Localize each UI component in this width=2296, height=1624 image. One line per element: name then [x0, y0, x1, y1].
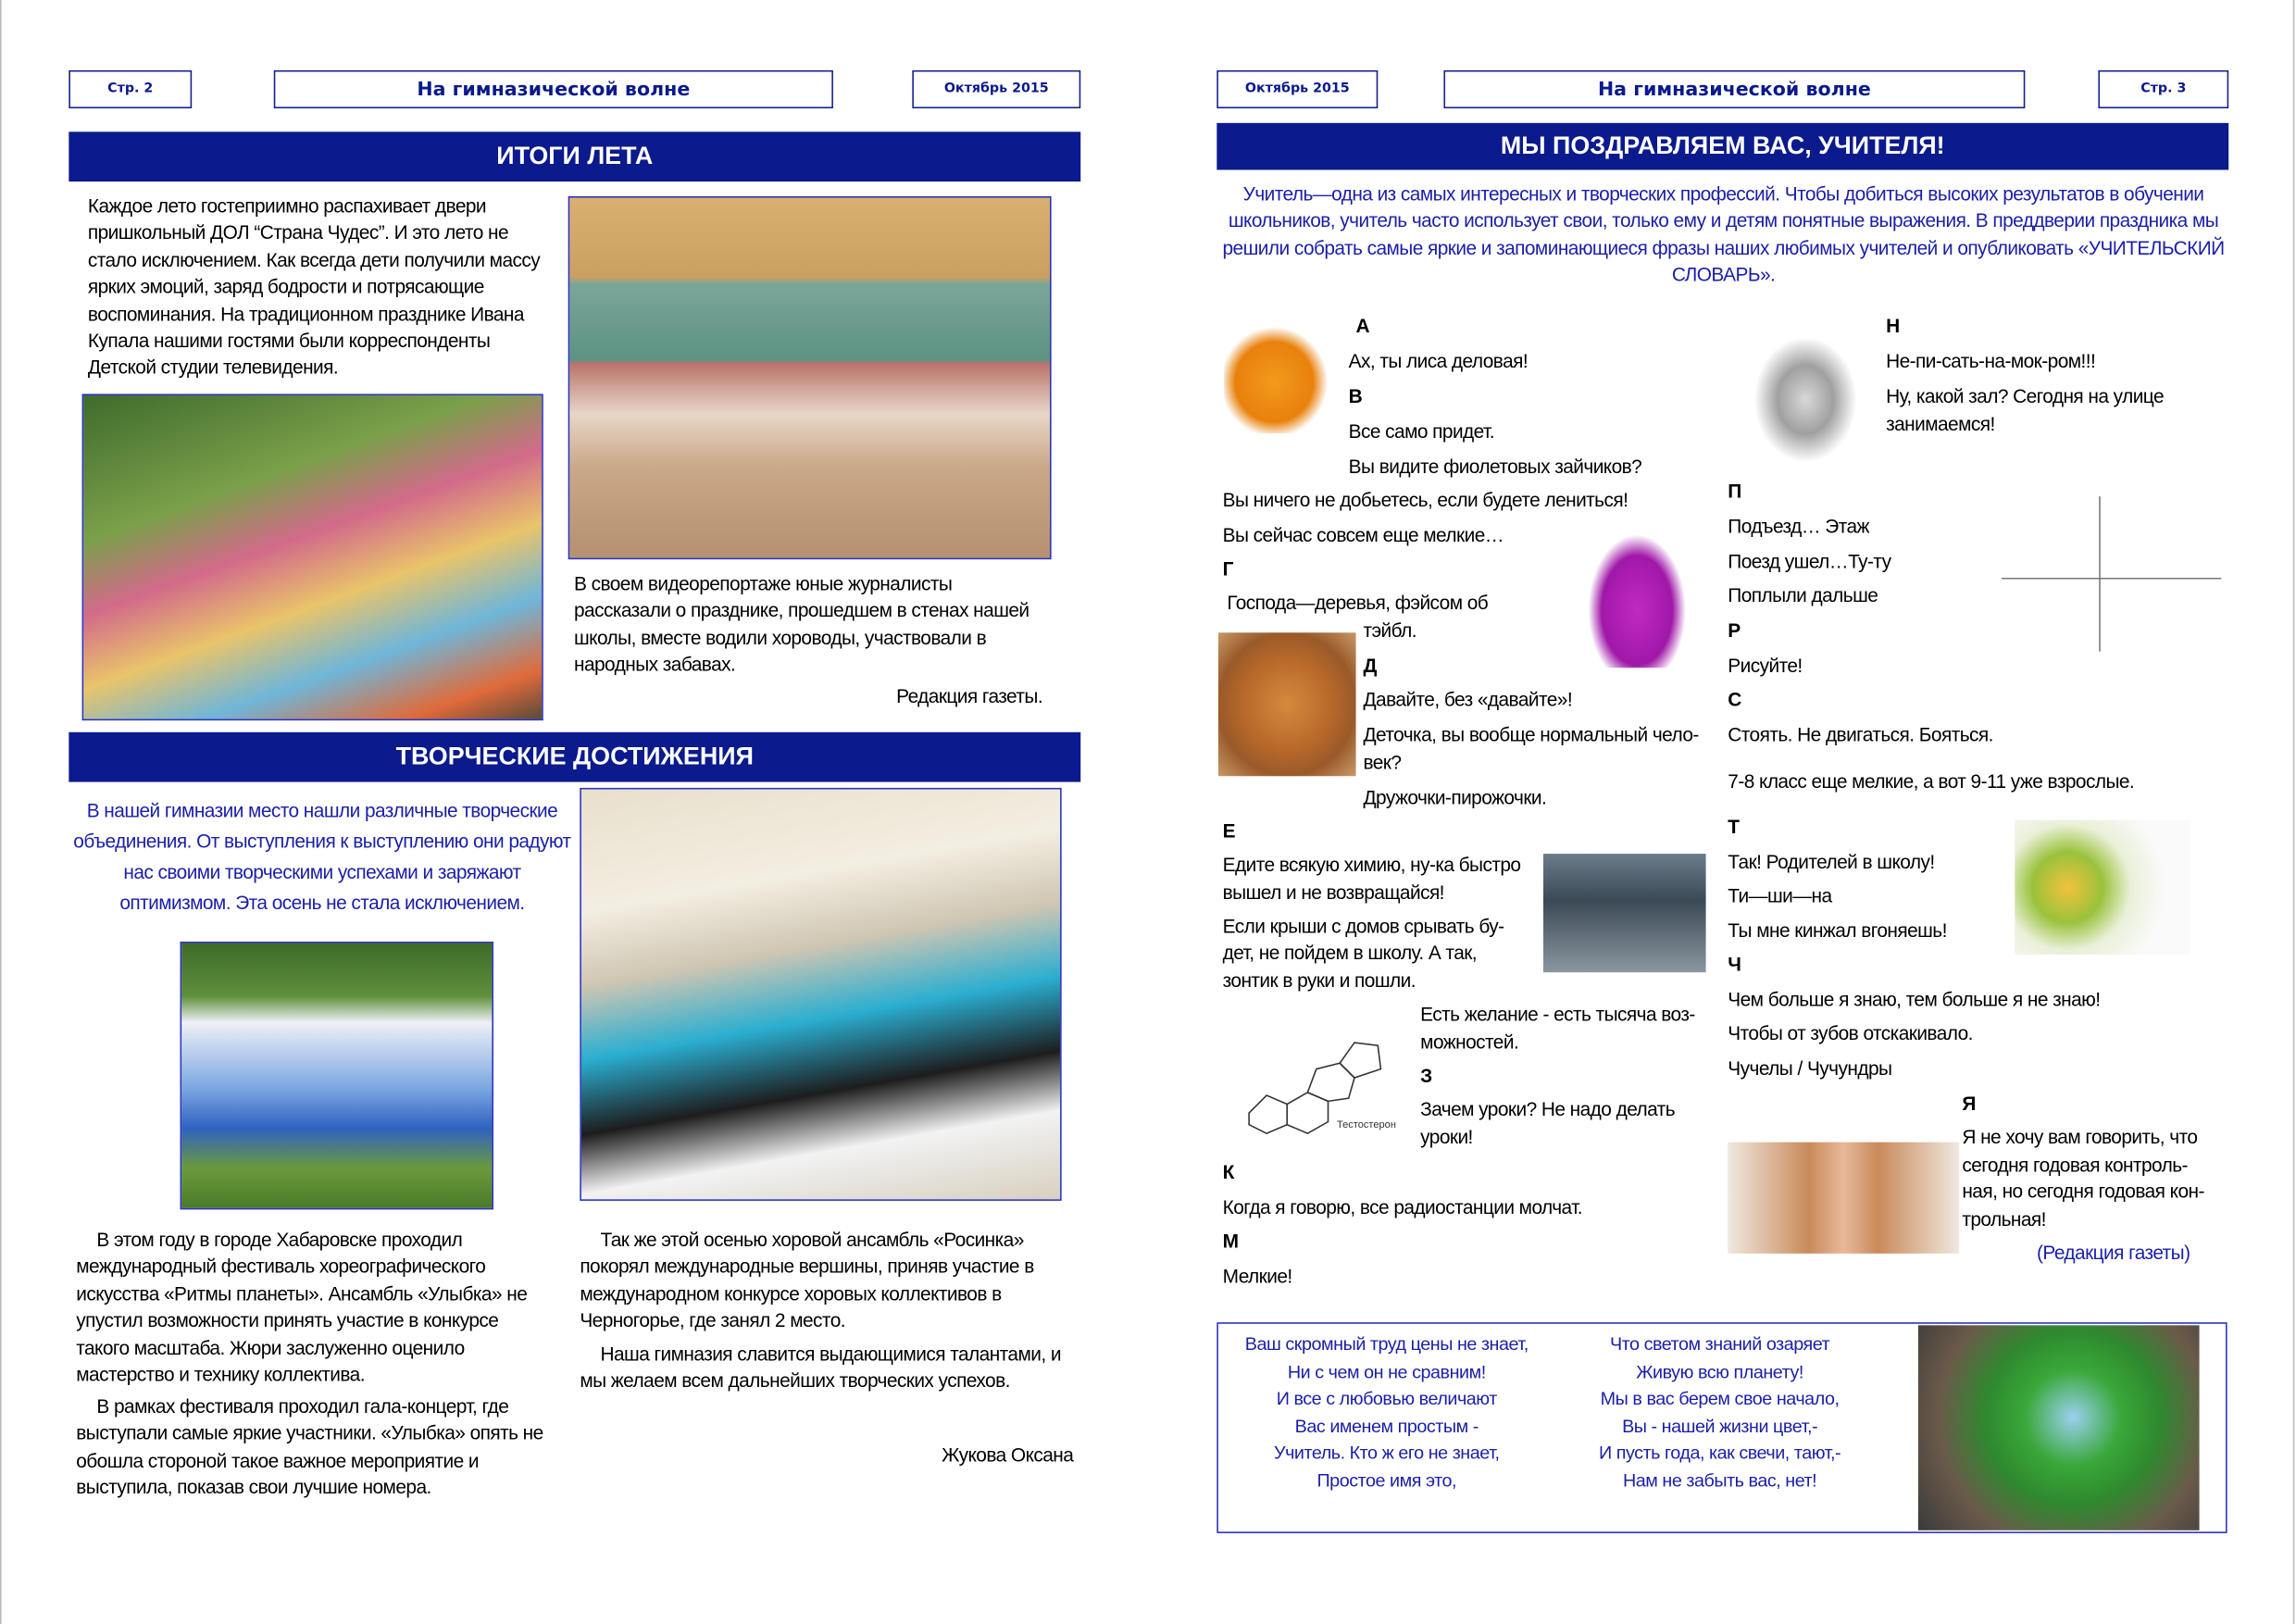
- dictionary-phrase: Ах, ты лиса деловая!: [1348, 350, 1529, 372]
- dictionary-phrase: Ну, какой зал? Сегодня на улице: [1886, 384, 2165, 407]
- bunny-illustration: [1581, 524, 1692, 668]
- page-edge: [0, 0, 2, 1624]
- article-signature: (Редакция газеты): [2037, 1242, 2190, 1264]
- dictionary-phrase: Если крыши с домов срывать бу-: [1222, 915, 1504, 938]
- dictionary-phrase: ная, но сегодня годовая кон-: [1962, 1180, 2204, 1203]
- dictionary-letter: Р: [1728, 619, 1741, 642]
- dictionary-letter: П: [1728, 480, 1741, 503]
- dictionary-letter: Г: [1222, 557, 1233, 581]
- chem-ring: [1307, 1063, 1354, 1101]
- section-title: МЫ ПОЗДРАВЛЯЕМ ВАС, УЧИТЕЛЯ!: [1217, 123, 2228, 170]
- dictionary-phrase: Не-пи-сать-на-мок-ром!!!: [1886, 350, 2096, 372]
- dictionary-phrase: Едите всякую химию, ну-ка быстро: [1222, 854, 1521, 876]
- dictionary-phrase: Зачем уроки? Не надо делать: [1420, 1098, 1676, 1120]
- article-text: В своем видеорепортаже юные журналисты рассказали о празднике, прошедшем в стенах нашей школы, вместе водили хороводы, участвовали в народных забавах.: [573, 572, 1029, 676]
- dictionary-phrase: зонтик в руки и пошли.: [1222, 969, 1416, 992]
- dictionary-letter: В: [1348, 384, 1363, 407]
- dictionary-phrase: Я не хочу вам говорить, что: [1962, 1126, 2198, 1148]
- painting-flowers-image: [2015, 820, 2190, 956]
- girl-with-books-photo: [1728, 1143, 1959, 1254]
- dictionary-letter: Т: [1728, 815, 1740, 838]
- poem-line: Вас именем простым -: [1294, 1415, 1479, 1436]
- poem-line: Ваш скромный труд цены не знает,: [1244, 1333, 1529, 1355]
- poem-line: Нам не забыть вас, нет!: [1622, 1469, 1817, 1491]
- dictionary-phrase: Рисуйте!: [1728, 654, 1803, 677]
- dictionary-letter: Я: [1962, 1092, 1976, 1115]
- dictionary-phrase: Дружочки-пирожочки.: [1363, 786, 1547, 809]
- dictionary-phrase: Деточка, вы вообще нормальный чело-: [1363, 723, 1699, 746]
- dictionary-phrase: Так! Родителей в школу!: [1728, 850, 1935, 873]
- dictionary-phrase: сегодня годовая контроль-: [1962, 1154, 2188, 1177]
- dictionary-letter: М: [1222, 1230, 1239, 1253]
- newspaper-title: На гимназической волне: [274, 70, 833, 108]
- poem-line: Учитель. Кто ж его не знает,: [1274, 1442, 1500, 1464]
- dictionary-phrase: тэйбл.: [1363, 619, 1416, 642]
- dictionary-letter: Е: [1222, 819, 1236, 843]
- creature-drawing: [1740, 319, 1871, 466]
- poem-line: Мы в вас берем свое начало,: [1600, 1388, 1840, 1409]
- dictionary-phrase: Вы ничего не добьетесь, если будете лениться!: [1222, 489, 1628, 511]
- poem-line: И пусть года, как свечи, тают,-: [1598, 1442, 1841, 1464]
- choir-ensemble-photo: [580, 788, 1061, 1201]
- poem-column-right: [1563, 1331, 1878, 1494]
- dictionary-phrase: Чтобы от зубов отскакивало.: [1728, 1021, 1973, 1044]
- article-text: Каждое лето гостеприимно распахивает двери пришкольный ДОЛ “Страна Чудес”. И это лето не стало исключением. Как всегда дети получили массу ярких эмоций, заряд бодрости и потрясающие воспоминания. На традиционном празднике Ивана Купала нашими гостями были корреспонденты Детской студии телевидения.: [87, 194, 541, 379]
- dictionary-phrase: Ти—ши—на: [1728, 884, 1832, 907]
- dictionary-phrase: 7-8 класс еще мелкие, а вот 9-11 уже взрослые.: [1728, 769, 2135, 793]
- page-edge: [2293, 0, 2295, 1624]
- article-text: Наша гимназия славится выдающимися талантами, и мы желаем всем дальнейших творческих успехов.: [580, 1343, 1061, 1393]
- issue-date: Октябрь 2015: [1217, 70, 1378, 108]
- dictionary-letter: З: [1420, 1064, 1432, 1087]
- article-signature: Редакция газеты.: [896, 685, 1043, 707]
- dictionary-phrase: дет, не пойдем в школу. А так,: [1222, 941, 1478, 964]
- section-intro: В нашей гимназии место нашли различные творческие объединения. От выступления к выступлению они радуют нас своими творческими успехами и заряжают оптимизмом. Эта осень не стала исключением.: [73, 799, 571, 914]
- dictionary-phrase: Поплыли дальше: [1728, 584, 1878, 606]
- umbrella-rain-photo: [1543, 854, 1706, 972]
- poem-line: И все с любовью величают: [1276, 1388, 1497, 1409]
- potato-photo: [1218, 632, 1356, 776]
- dictionary-letter: А: [1355, 315, 1370, 337]
- dictionary-letter: Д: [1363, 654, 1377, 677]
- dictionary-phrase: Вы сейчас совсем еще мелкие…: [1222, 524, 1504, 546]
- article-text: Так же этой осенью хоровой ансамбль «Росинка» покорял международные вершины, приняв участие в международном конкурсе хоровых коллективов в Черногорье, где занял 2 место.: [580, 1228, 1034, 1332]
- newspaper-title: На гимназической волне: [1443, 70, 2025, 108]
- dictionary-phrase: Когда я говорю, все радиостанции молчат.: [1222, 1196, 1583, 1218]
- dance-ensemble-photo: [181, 942, 493, 1209]
- summer-camp-photo: [568, 196, 1052, 559]
- fox-illustration: [1224, 319, 1335, 433]
- section-title: ТВОРЧЕСКИЕ ДОСТИЖЕНИЯ: [69, 732, 1080, 782]
- dictionary-phrase: Есть желание - есть тысяча воз-: [1420, 1003, 1695, 1026]
- dictionary-phrase: Вы видите фиолетовых зайчиков?: [1348, 455, 1642, 478]
- dictionary-phrase: занимаемся!: [1886, 413, 1995, 435]
- dictionary-phrase: Чучелы / Чучундры: [1728, 1056, 1892, 1080]
- article-text: В рамках фестиваля проходил гала-концерт, где выступали самые яркие участники. «Улыбка» опять не обошла стороной такое важное мероприятие и выступила, показав свои лучшие номера.: [76, 1395, 543, 1499]
- section-title: ИТОГИ ЛЕТА: [69, 131, 1080, 181]
- dictionary-phrase: Стоять. Не двигаться. Бояться.: [1728, 723, 1993, 746]
- kupala-celebration-photo: [82, 394, 543, 720]
- chem-label: Тестостерон: [1337, 1118, 1396, 1131]
- poem-line: Что светом знаний озаряет: [1609, 1333, 1830, 1355]
- chem-ring: [1249, 1095, 1287, 1133]
- dictionary-letter: Ч: [1728, 953, 1741, 976]
- dictionary-phrase: Поезд ушел…Ту-ту: [1728, 550, 1891, 573]
- dictionary-phrase: Давайте, без «давайте»!: [1363, 688, 1573, 711]
- testosterone-formula: [1234, 1010, 1410, 1139]
- dictionary-phrase: Подъезд… Этаж: [1728, 515, 1869, 538]
- dictionary-letter: К: [1222, 1161, 1234, 1183]
- dictionary-phrase: трольная!: [1962, 1207, 2046, 1230]
- dictionary-phrase: уроки!: [1420, 1126, 1473, 1148]
- dictionary-phrase: Все само придет.: [1348, 419, 1494, 443]
- poem-column-left: [1218, 1331, 1555, 1494]
- dictionary-letter: С: [1728, 688, 1741, 711]
- chem-ring: [1340, 1043, 1380, 1078]
- dictionary-phrase: Господа—деревья, фэйсом об: [1227, 591, 1489, 614]
- page-number: Стр. 3: [2098, 70, 2228, 108]
- dictionary-phrase: Ты мне кинжал вгоняешь!: [1728, 919, 1947, 942]
- dictionary-phrase: Чем больше я знаю, тем больше я не знаю!: [1728, 988, 2101, 1011]
- poem-line: Вы - нашей жизни цвет,-: [1622, 1415, 1818, 1436]
- article-signature: Жукова Оксана: [942, 1443, 1074, 1467]
- poem-box: [1217, 1322, 2227, 1533]
- dictionary-phrase: вышел и не возвращайся!: [1222, 881, 1444, 904]
- article-text: В этом году в городе Хабаровске проходил международный фестиваль хореографического искусства «Ритмы планеты». Ансамбль «Улыбка» не упустил возможности принять участие в конкурсе такого масштаба. Жюри заслуженно оценило мастерство и технику коллектива.: [76, 1228, 528, 1386]
- dictionary-phrase: век?: [1363, 751, 1402, 774]
- dictionary-phrase: Мелкие!: [1222, 1265, 1292, 1288]
- paper-flowers-photo: [1918, 1325, 2200, 1530]
- poem-line: Живую всю планету!: [1636, 1361, 1803, 1382]
- poem-line: Простое имя это,: [1316, 1469, 1457, 1491]
- issue-date: Октябрь 2015: [912, 70, 1080, 108]
- poem-line: Ни с чем он не сравним!: [1287, 1361, 1486, 1382]
- coordinate-axes-graphic: [2002, 491, 2227, 655]
- dictionary-letter: Н: [1886, 315, 1900, 337]
- section-intro: Учитель—одна из самых интересных и творческих профессий. Чтобы добиться высоких результатов в обучении школьников, учитель часто использует свои, только ему и детям понятные выражения. В преддверии праздника мы решили собрать самые яркие и запоминающиеся фразы наших любимых учителей и опубликовать «УЧИТЕЛЬСКИЙ СЛОВАРЬ».: [1222, 182, 2225, 286]
- page-number: Стр. 2: [69, 70, 192, 108]
- dictionary-phrase: можностей.: [1420, 1031, 1519, 1054]
